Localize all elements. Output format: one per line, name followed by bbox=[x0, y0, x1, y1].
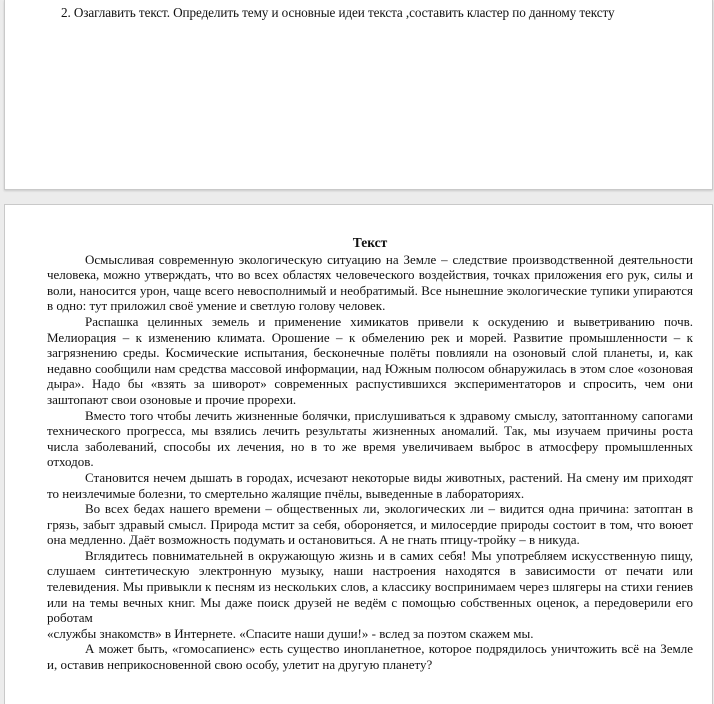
paragraph: Осмысливая современную экологическую ситуацию на Земле – следствие производственной деятельности человека, можно утверждать, что во всех областях человеческого воздействия, точках приложения его рук, силы и воли, наносится урон, чаще всего невосполнимый и необратимый. Все нынешние экологические тупики упираются в одно: тут приложил своё умение и светлую голову человек. bbox=[47, 251, 693, 314]
paragraph: «службы знакомств» в Интернете. «Спасите наши души!» - вслед за поэтом скажем мы. bbox=[47, 625, 534, 641]
task-instruction: 2. Озаглавить текст. Определить тему и основные идеи текста ,составить кластер по данному тексту bbox=[61, 5, 615, 20]
paragraph: Становится нечем дышать в городах, исчезают некоторые виды животных, растений. На смену им приходят то неизлечимые болезни, то смертельно жалящие пчёлы, выведенные в лабораториях. bbox=[47, 469, 693, 501]
paragraph: Во всех бедах нашего времени – общественных ли, экологических ли – видится одна причина: затоптан в грязь, забыт здравый смысл. Природа мстит за себя, обороняется, и милосердие природы состоит в том, что воюет она медленно. Даёт возможность подумать и остановиться. А не гнать птицу-тройку – в никуда. bbox=[47, 501, 693, 548]
document-title: Текст bbox=[352, 235, 388, 250]
paragraph: Распашка целинных земель и применение химикатов привели к оскудению и выветриванию почв. Мелиорация – к изменению климата. Орошение – к обмелению рек и морей. Развитие промышленности – к загрязнению среды. Космические испытания, бесконечные полёты повлияли на озоновый слой планеты, и, как недавно сообщили нам средства массовой информации, над Южным полюсом обнаружилась в этом слое «озоновая дыра». Надо бы «взять за шиворот» современных распустившихся экспериментаторов и спросить, чем они заштопают свои озоновые и прочие прорехи. bbox=[47, 313, 693, 407]
paragraph: Вглядитесь повнимательней в окружающую жизнь и в самих себя! Мы употребляем искусственную пищу, слушаем синтетическую электронную музыку, наши настроения находятся в зависимости от печати или телевидения. Мы привыкли к песням из нескольких слов, а классику воспринимаем через шлягеры на стихи гениев или на темы вечных книг. Мы даже поиск друзей не ведём с помощью собственных оценок, а передоверили его роботам bbox=[47, 547, 693, 626]
page-bottom bbox=[4, 204, 713, 704]
paragraph: Вместо того чтобы лечить жизненные болячки, прислушиваться к здравому смыслу, затоптанному сапогами технического прогресса, мы взялись лечить результаты жизненных аномалий. Так, мы изучаем причины роста числа заболеваний, способы их лечения, но в то же время увеличиваем выброс в атмосферу промышленных отходов. bbox=[47, 407, 693, 470]
page-top bbox=[4, 0, 713, 190]
paragraph: А может быть, «гомосапиенс» есть существо инопланетное, которое подрядилось уничтожить всё на Земле и, оставив неприкосновенной свою особу, улетит на другую планету? bbox=[47, 641, 693, 673]
document-body bbox=[47, 235, 693, 673]
